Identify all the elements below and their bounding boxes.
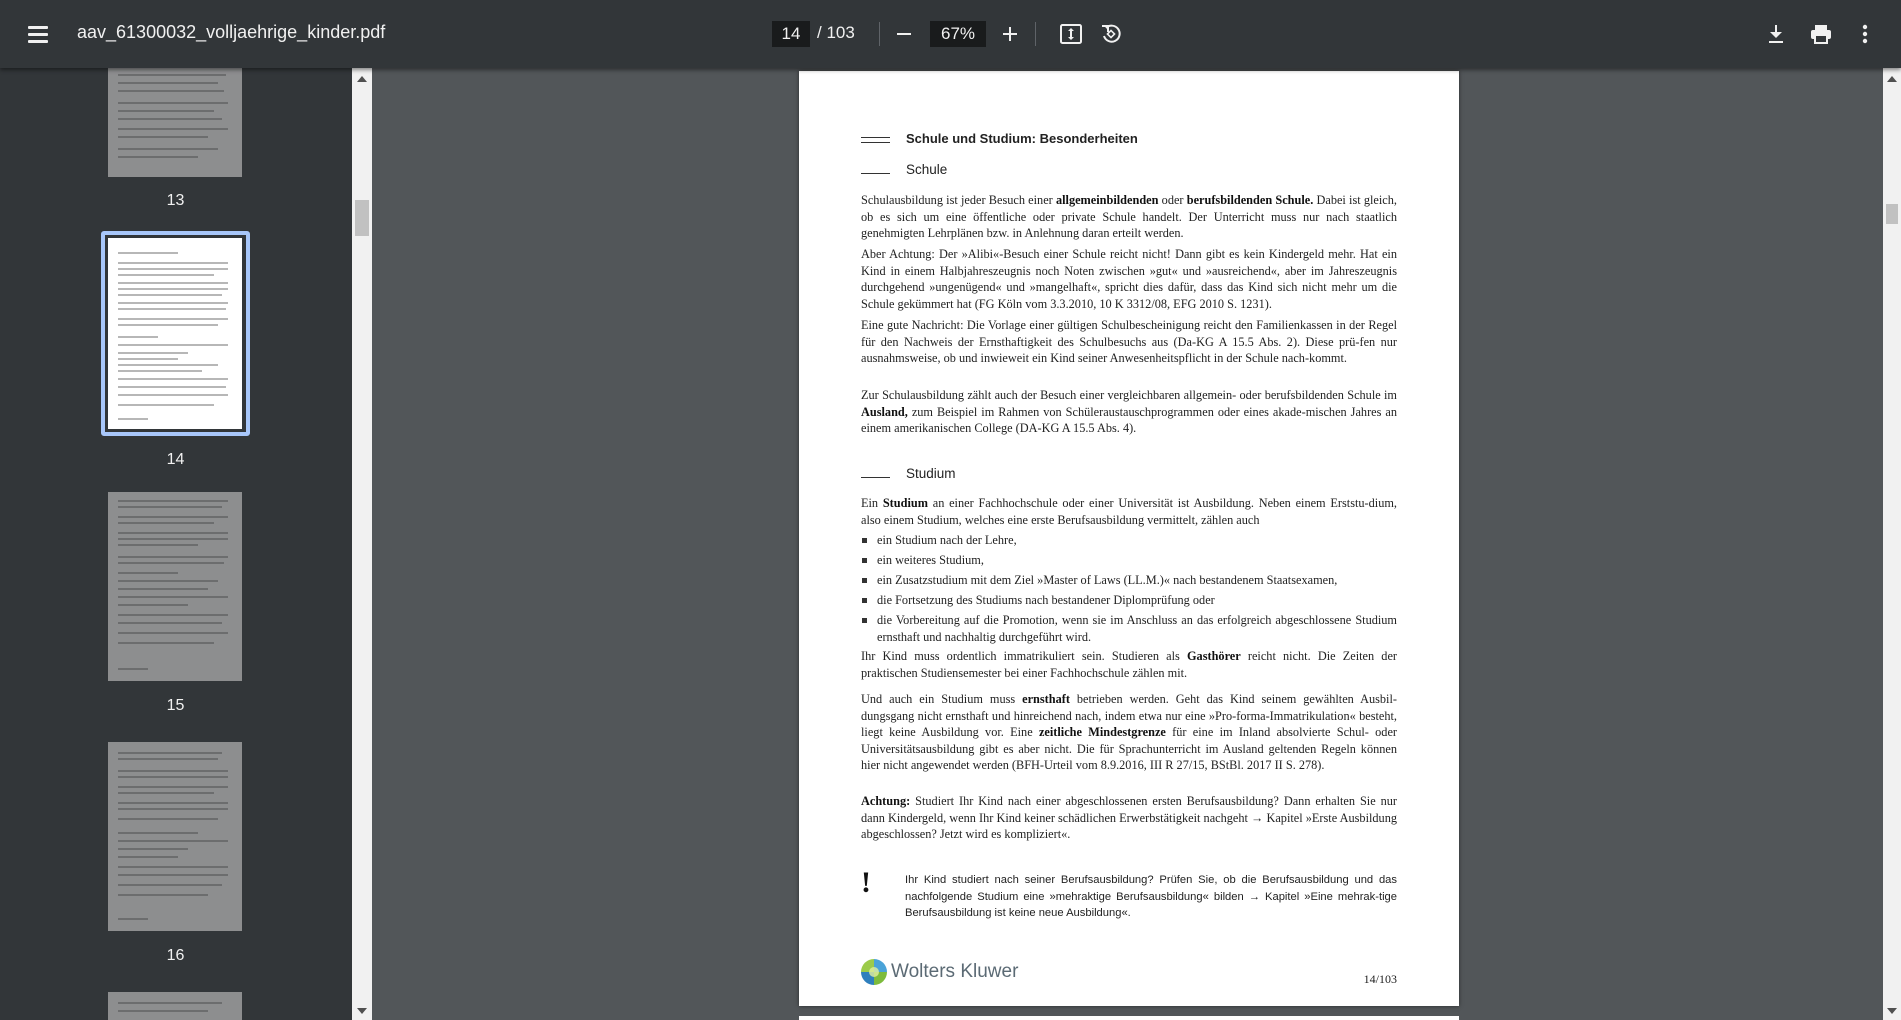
exclamation-icon: ! xyxy=(861,866,871,899)
zoom-in-icon[interactable] xyxy=(995,22,1025,46)
document-title: aav_61300032_volljaehrige_kinder.pdf xyxy=(77,22,386,42)
list-item: ein Studium nach der Lehre, xyxy=(861,532,1397,549)
sidebar-scrollbar[interactable] xyxy=(352,68,372,1020)
page-footer-number: 14/103 xyxy=(1363,972,1397,986)
toolbar-divider xyxy=(879,22,880,46)
list-item: ein Zusatzstudium mit dem Ziel »Master of Laws (LL.M.)« nach bestandenem Staatsexamen, xyxy=(861,572,1397,589)
heading-double-bar xyxy=(861,137,890,143)
warning-text: Ihr Kind studiert nach seiner Berufsausbildung? Prüfen Sie, ob die Berufsausbildung und das nachfolgende Studium eine »mehraktige Berufsausbildung« bilden → Kapitel »Eine mehrak-tige Berufsausbildung ist keine neue Ausbildung«. xyxy=(905,874,1397,920)
print-icon[interactable] xyxy=(1806,20,1836,48)
paragraph-guest-student: Ihr Kind muss ordentlich immatrikuliert sein. Studieren als Gasthörer reicht nicht. Die Zeiten der praktischen Studiensemester bei einer Fachhochschule zählen mit. xyxy=(861,649,1397,680)
pdf-page-15-top xyxy=(799,1016,1459,1020)
zoom-level-input[interactable]: 67% xyxy=(930,21,986,47)
fit-page-icon[interactable] xyxy=(1056,20,1086,48)
thumbnail-image xyxy=(108,68,242,177)
thumbnail-sidebar xyxy=(0,68,352,1020)
pdf-toolbar xyxy=(0,0,1901,68)
paragraph-attention-second-study: Achtung: Studiert Ihr Kind nach einer abgeschlossenen ersten Berufsausbildung? Dann erhalten Sie nur dann Kindergeld, wenn Ihr Kind keiner schädlichen Erwerbstätigkeit nachgeht → Kapitel »Erste Ausbildung abgeschlossen? Jetzt wird es kompliziert«. xyxy=(861,794,1397,842)
rotate-icon[interactable] xyxy=(1096,20,1126,48)
study-bullet-list xyxy=(861,532,1397,649)
paragraph-alibi-warning: Aber Achtung: Der »Alibi«-Besuch einer Schule reicht nicht! Dann gibt es kein Kindergeld mehr. Hat ein Kind in einem Halbjahreszeugnis noch Noten zwischen »gut« und »ausreichend«, aber im Jahreszeugnis durchgehend »ungenügend« und »mangelhaft«, spricht dies dafür, dass das Kind sich nicht mehr um die Schule gekümmert hat (FG Köln vom 3.3.2010, 10 K 3312/08, EFG 2010 S. 1231). xyxy=(861,247,1397,311)
sidebar-scrollbar-thumb[interactable] xyxy=(355,200,369,236)
main-scrollbar-thumb[interactable] xyxy=(1886,204,1898,224)
scroll-down-arrow-icon[interactable] xyxy=(357,1008,367,1014)
download-icon[interactable] xyxy=(1762,20,1790,48)
list-item: die Vorbereitung auf die Promotion, wenn sie im Anschluss an das erfolgreich abgeschlossene Studium ernsthaft und nachhaltig durchgeführt wird. xyxy=(861,612,1397,645)
heading-bar xyxy=(861,477,890,478)
scroll-up-arrow-icon[interactable] xyxy=(357,76,367,82)
pdf-page-14: Schule und Studium: Besonderheiten Schule Schulausbildung ist jeder Besuch einer allgemeinbildenden oder berufsbildenden Schule. Dabei ist gleich, ob es sich um eine öffentliche oder private Schule handelt. Der Unterricht muss nur nach staatlich genehmigten Lehrplänen bzw. in Anlehnung daran erteilt werden. Aber Achtung: Der »Alibi«-Besuch einer Schule reicht nicht! Dann gibt es kein Kindergeld mehr. Hat ein Kind in einem Halbjahreszeugnis noch Noten zwischen »gut« und »ausreichend«, aber im Jahreszeugnis durchgehend »ungenügend« und »mangelhaft«, spricht dies dafür, dass das Kind sich nicht mehr um die Schule gekümmert hat (FG Köln vom 3.3.2010, 10 K 3312/08, EFG 2010 S. 1231). Eine gute Nachricht: Die Vorlage einer gültigen Schulbescheinigung reicht den Familienkassen in der Regel für den Nachweis der Ernsthaftigkeit des Schulbesuchs aus (Da-KG A 15.5 Abs. 2). Diese prü-fen nur ausnahmsweise, ob und inwieweit ein Kind seiner Anwesenheitspflicht in der Schule nach-kommt. Zur Schulausbildung zählt auch der Besuch einer vergleichbaren allgemein- oder berufsbildenden Schule im Ausland, zum Beispiel im Rahmen von Schüleraustauschprogrammen oder eines akade-mischen Jahres an einem amerikanischen College (DA-KG A 15.5 Abs. 4). Studium Ein Studium an einer Fachhochschule oder einer Universität ist Ausbildung. Neben einem Erststu-dium, also einem Studium, welches eine erste Berufsausbildung vermittelt, zählen auch ein Studium nach der Lehre, ein weiteres Studium, ein Zusatzstudium mit dem Ziel »Master of Laws (LL.M.)« nach bestandenem Staatsexamen, die Fortsetzung des Studiums nach bestandener Diplomprüfung oder die Vorbereitung auf die Promotion, wenn sie im Anschluss an das erfolgreich abgeschlossene Studium ernsthaft und nachhaltig durchgeführt wird. Ihr Kind muss ordentlich immatrikuliert sein. Studieren als Gasthörer reicht nicht. Die Zeiten der praktischen Studiensemester bei einer Fachhochschule zählen mit. Und auch ein Studium muss ernsthaft betrieben werden. Geht das Kind seinem gewählten Ausbil-dungsgang nicht ernsthaft und hinreichend nach, indem etwa nur eine »Pro-forma-Immatrikulation« besteht, liegt keine Ausbildung vor. Eine zeitliche Mindestgrenze für eine im Inland absolvierte Schul- oder Universitätsausbildung gibt es aber nicht. Die für Sprachunterricht im Ausland geltenden Regeln können hier nicht angewendet werden (BFH-Urteil vom 8.9.2016, III R 27/15, BStBl. 2017 II S. 278). Achtung: Studiert Ihr Kind nach einer abgeschlossenen ersten Berufsausbildung? Dann erhalten Sie nur dann Kindergeld, wenn Ihr Kind keiner schädlichen Erwerbstätigkeit nachgeht → Kapitel »Erste Ausbildung abgeschlossen? Jetzt wird es kompliziert«. ! Ihr Kind studiert nach seiner Berufsausbildung? Prüfen Sie, ob die Berufsausbildung und das nachfolgende Studium eine »mehraktige Berufsausbildung« bilden → Kapitel »Eine mehrak-tige Berufsausbildung ist keine neue Ausbildung«. Wolters Kluwer 14/103 xyxy=(799,71,1459,1006)
toolbar-divider xyxy=(1035,22,1036,46)
paragraph-abroad: Zur Schulausbildung zählt auch der Besuch einer vergleichbaren allgemein- oder berufsbildenden Schule im Ausland, zum Beispiel im Rahmen von Schüleraustauschprogrammen oder eines akade-mischen Jahres an einem amerikanischen College (DA-KG A 15.5 Abs. 4). xyxy=(861,388,1397,436)
zoom-out-icon[interactable] xyxy=(889,22,919,46)
scroll-down-arrow-icon[interactable] xyxy=(1887,1008,1897,1014)
publisher-logo: Wolters Kluwer xyxy=(861,959,1018,985)
thumbnail-image xyxy=(108,742,242,931)
document-viewer[interactable] xyxy=(372,68,1883,1020)
menu-icon[interactable] xyxy=(18,14,58,54)
paragraph-study-intro: Ein Studium an einer Fachhochschule oder einer Universität ist Ausbildung. Neben einem Erststu-dium, also einem Studium, welches eine erste Berufsausbildung vermittelt, zählen auch xyxy=(861,496,1397,527)
paragraph-school-definition: Schulausbildung ist jeder Besuch einer allgemeinbildenden oder berufsbildenden Schule. Dabei ist gleich, ob es sich um eine öffentliche oder private Schule handelt. Der Unterricht muss nur nach staatlich genehmigten Lehrplänen bzw. in Anlehnung daran erteilt werden. xyxy=(861,193,1397,241)
page-total: / 103 xyxy=(817,23,855,42)
heading-bar xyxy=(861,173,890,174)
page-number-input[interactable]: 14 xyxy=(772,21,810,47)
wolters-kluwer-globe-icon xyxy=(861,959,887,985)
thumbnail-image xyxy=(108,238,242,429)
thumbnail-image xyxy=(108,992,242,1020)
main-scrollbar[interactable] xyxy=(1883,68,1901,1020)
thumbnail-image xyxy=(108,492,242,681)
thumbnail-page-number: 14 xyxy=(166,451,185,468)
list-item: ein weiteres Studium, xyxy=(861,552,1397,569)
paragraph-good-news: Eine gute Nachricht: Die Vorlage einer gültigen Schulbescheinigung reicht den Familienkassen in der Regel für den Nachweis der Ernsthaftigkeit des Schulbesuchs aus (Da-KG A 15.5 Abs. 2). Diese prü-fen nur ausnahmsweise, ob und inwieweit ein Kind seiner Anwesenheitspflicht in der Schule nach-kommt. xyxy=(861,318,1397,366)
paragraph-serious-study: Und auch ein Studium muss ernsthaft betrieben werden. Geht das Kind seinem gewählten Ausbil-dungsgang nicht ernsthaft und hinreichend nach, indem etwa nur eine »Pro-forma-Immatrikulation« besteht, liegt keine Ausbildung vor. Eine zeitliche Mindestgrenze für eine im Inland absolvierte Schul- oder Universitätsausbildung gibt es aber nicht. Die für Sprachunterricht im Ausland geltenden Regeln können hier nicht angewendet werden (BFH-Urteil vom 8.9.2016, III R 27/15, BStBl. 2017 II S. 278). xyxy=(861,692,1398,773)
thumbnail-page-number: 15 xyxy=(166,697,185,714)
thumbnail-page-number: 13 xyxy=(166,192,185,209)
scroll-up-arrow-icon[interactable] xyxy=(1887,76,1897,82)
more-vert-icon[interactable] xyxy=(1852,20,1878,48)
list-item: die Fortsetzung des Studiums nach bestandener Diplomprüfung oder xyxy=(861,592,1397,609)
thumbnail-page-number: 16 xyxy=(166,947,185,964)
